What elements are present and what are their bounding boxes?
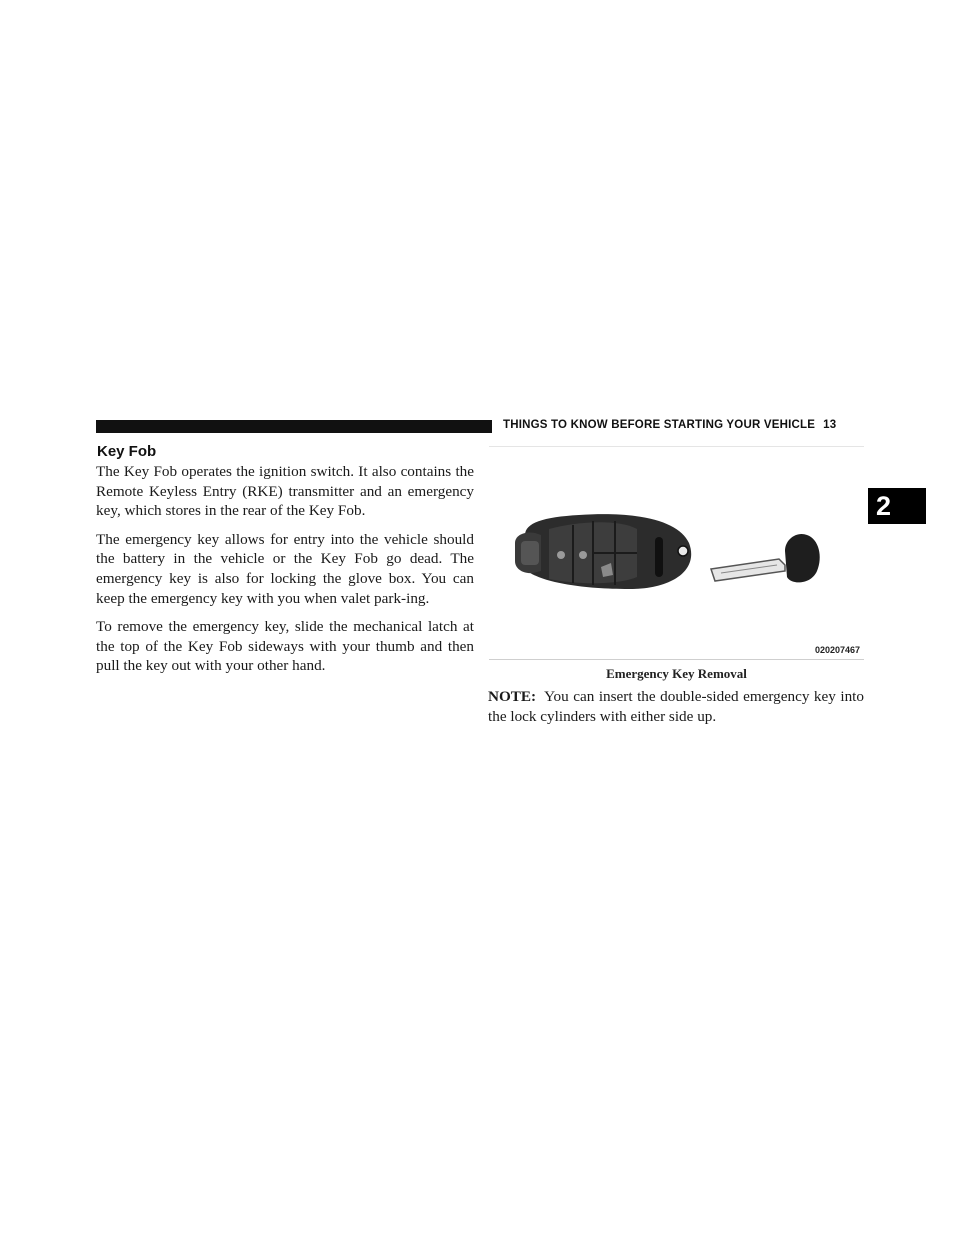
header-bar bbox=[96, 420, 492, 433]
figure-emergency-key bbox=[489, 446, 864, 660]
key-fob-illustration bbox=[489, 447, 864, 659]
emergency-key-icon bbox=[711, 534, 820, 582]
figure-caption: Emergency Key Removal bbox=[606, 666, 747, 681]
section-title: Key Fob bbox=[97, 443, 157, 460]
running-header bbox=[503, 419, 865, 431]
page-number: 13 bbox=[823, 419, 837, 431]
body-text bbox=[96, 462, 474, 685]
figure-code: 020207467 bbox=[814, 645, 860, 655]
paragraph: The Key Fob operates the ignition switch. It also contains the Remote Keyless Entry (RKE) transmitter and an emergency key, which stores in the rear of the Key Fob. bbox=[96, 463, 474, 520]
paragraph: To remove the emergency key, slide the mechanical latch at the top of the Key Fob sideways with your thumb and then pull the key out with your other hand. bbox=[96, 618, 474, 675]
note-label: NOTE: bbox=[488, 688, 537, 705]
key-fob-icon bbox=[515, 514, 691, 589]
paragraph: The emergency key allows for entry into the vehicle should the battery in the vehicle or the Key Fob go dead. The emergency key is also for locking the glove box. You can keep the emergency key with you when valet park-ing. bbox=[96, 530, 474, 607]
chapter-tab: 2 bbox=[868, 488, 926, 524]
header-title: THINGS TO KNOW BEFORE STARTING YOUR VEHICLE bbox=[503, 419, 816, 431]
note bbox=[488, 687, 864, 726]
note-text: You can insert the double-sided emergency key into the lock cylinders with either side up. bbox=[488, 688, 864, 725]
